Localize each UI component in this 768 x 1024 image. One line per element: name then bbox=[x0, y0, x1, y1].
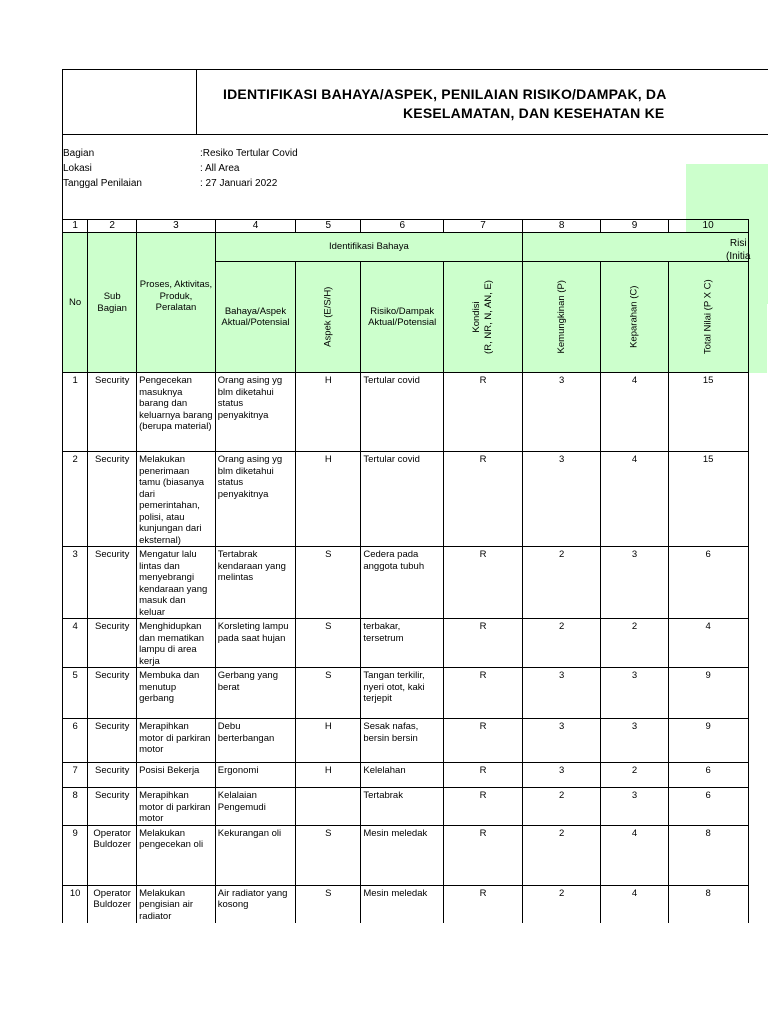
cell-sub-bagian: Security bbox=[88, 547, 137, 619]
cell-risiko: Tangan terkilir, nyeri otot, kaki terjepit bbox=[361, 668, 444, 719]
cell-sub-bagian: Security bbox=[88, 763, 137, 788]
cell-c: 3 bbox=[601, 547, 668, 619]
cell-c: 4 bbox=[601, 452, 668, 547]
cell-p: 3 bbox=[522, 763, 600, 788]
column-number-row: 1 2 3 4 5 6 7 8 9 10 bbox=[63, 220, 768, 233]
cell-aspek: H bbox=[296, 763, 361, 788]
cell-total: 6 bbox=[668, 547, 748, 619]
cell-total: 8 bbox=[668, 885, 748, 923]
cell-risiko: Kelelahan bbox=[361, 763, 444, 788]
cell-sub-bagian: Security bbox=[88, 373, 137, 452]
cell-risiko: Tertabrak bbox=[361, 788, 444, 826]
cell-c: 4 bbox=[601, 825, 668, 885]
cell-proses: Posisi Bekerja bbox=[137, 763, 216, 788]
cell-p: 2 bbox=[522, 788, 600, 826]
cell-proses: Merapihkan motor di parkiran motor bbox=[137, 788, 216, 826]
cell-kondisi: R bbox=[444, 452, 523, 547]
cell-p: 3 bbox=[522, 719, 600, 763]
col-keparahan: Keparahan (C) bbox=[601, 262, 668, 373]
cell-c: 2 bbox=[601, 763, 668, 788]
table-row bbox=[63, 763, 768, 788]
cell-proses: Melakukan pengisian air radiator bbox=[137, 885, 216, 923]
cell-aspek: S bbox=[296, 619, 361, 668]
cell-bahaya: Orang asing yg blm diketahui status penyakitnya bbox=[215, 452, 295, 547]
cell-c: 3 bbox=[601, 788, 668, 826]
cell-aspek: H bbox=[296, 719, 361, 763]
cell-no: 8 bbox=[63, 788, 88, 826]
col-no: No bbox=[63, 233, 88, 373]
cell-total: 9 bbox=[668, 668, 748, 719]
col-proses: Proses, Aktivitas, Produk, Peralatan bbox=[137, 233, 216, 373]
cell-sub-bagian: Operator Buldozer bbox=[88, 885, 137, 923]
cell-proses: Melakukan pengecekan oli bbox=[137, 825, 216, 885]
cell-no: 2 bbox=[63, 452, 88, 547]
cell-total: 8 bbox=[668, 825, 748, 885]
cell-risiko: Mesin meledak bbox=[361, 885, 444, 923]
cell-no: 7 bbox=[63, 763, 88, 788]
col-kemungkinan: Kemungkinan (P) bbox=[522, 262, 600, 373]
cell-no: 3 bbox=[63, 547, 88, 619]
cell-p: 3 bbox=[522, 373, 600, 452]
cell-sub-bagian: Operator Buldozer bbox=[88, 825, 137, 885]
cell-kondisi: R bbox=[444, 763, 523, 788]
cell-aspek: H bbox=[296, 452, 361, 547]
cell-aspek: S bbox=[296, 547, 361, 619]
cell-risiko: Tertular covid bbox=[361, 373, 444, 452]
cell-c: 3 bbox=[601, 668, 668, 719]
cell-p: 2 bbox=[522, 885, 600, 923]
cell-c: 4 bbox=[601, 885, 668, 923]
risk-table bbox=[62, 219, 768, 923]
cell-kondisi: R bbox=[444, 885, 523, 923]
cell-kondisi: R bbox=[444, 619, 523, 668]
cell-total: 6 bbox=[668, 788, 748, 826]
cell-kondisi: R bbox=[444, 373, 523, 452]
cell-no: 1 bbox=[63, 373, 88, 452]
cell-bahaya: Kelalaian Pengemudi bbox=[215, 788, 295, 826]
table-row bbox=[63, 788, 768, 826]
col-risiko: Risiko/Dampak Aktual/Potensial bbox=[361, 262, 444, 373]
cell-p: 3 bbox=[522, 452, 600, 547]
logo-cell bbox=[62, 70, 197, 134]
cell-total: 15 bbox=[668, 373, 748, 452]
cell-proses: Mengatur lalu lintas dan menyebrangi kendaraan yang masuk dan keluar bbox=[137, 547, 216, 619]
cell-total: 15 bbox=[668, 452, 748, 547]
table-row bbox=[63, 719, 768, 763]
cell-sub-bagian: Security bbox=[88, 619, 137, 668]
cell-aspek: H bbox=[296, 373, 361, 452]
cell-sub-bagian: Security bbox=[88, 452, 137, 547]
title-line-1: IDENTIFIKASI BAHAYA/ASPEK, PENILAIAN RISIKO/DAMPAK, DA bbox=[223, 86, 667, 102]
cell-aspek: S bbox=[296, 885, 361, 923]
header-row-1 bbox=[63, 233, 768, 262]
table-row bbox=[63, 668, 768, 719]
spreadsheet-page bbox=[62, 69, 768, 923]
col-bahaya: Bahaya/Aspek Aktual/Potensial bbox=[215, 262, 295, 373]
info-tanggal: Tanggal Penilaian : 27 Januari 2022 bbox=[63, 178, 278, 189]
table-row bbox=[63, 619, 768, 668]
info-lokasi: Lokasi : All Area bbox=[63, 163, 240, 174]
cell-bahaya: Tertabrak kendaraan yang melintas bbox=[215, 547, 295, 619]
cell-bahaya: Ergonomi bbox=[215, 763, 295, 788]
cell-proses: Menghidupkan dan mematikan lampu di area kerja bbox=[137, 619, 216, 668]
cell-aspek: S bbox=[296, 668, 361, 719]
cell-bahaya: Kekurangan oli bbox=[215, 825, 295, 885]
cell-kondisi: R bbox=[444, 547, 523, 619]
col-kondisi: Kondisi (R, NR, N, AN, E) bbox=[444, 262, 523, 373]
col-sub-bagian: Sub Bagian bbox=[88, 233, 137, 373]
cell-aspek bbox=[296, 788, 361, 826]
cell-c: 2 bbox=[601, 619, 668, 668]
table-row bbox=[63, 885, 768, 923]
cell-p: 2 bbox=[522, 547, 600, 619]
cell-kondisi: R bbox=[444, 719, 523, 763]
cell-risiko: Cedera pada anggota tubuh bbox=[361, 547, 444, 619]
cell-bahaya: Debu berterbangan bbox=[215, 719, 295, 763]
document-header bbox=[62, 69, 768, 135]
cell-p: 2 bbox=[522, 825, 600, 885]
title-line-2: KESELAMATAN, DAN KESEHATAN KE bbox=[403, 105, 665, 121]
table-row bbox=[63, 547, 768, 619]
cell-p: 2 bbox=[522, 619, 600, 668]
cell-total: 9 bbox=[668, 719, 748, 763]
info-bagian: Bagian :Resiko Tertular Covid bbox=[63, 148, 298, 159]
cell-p: 3 bbox=[522, 668, 600, 719]
col-identifikasi-bahaya: Identifikasi Bahaya bbox=[215, 233, 522, 262]
table-row bbox=[63, 452, 768, 547]
table-row bbox=[63, 825, 768, 885]
cell-risiko: Sesak nafas, bersin bersin bbox=[361, 719, 444, 763]
cell-bahaya: Korsleting lampu pada saat hujan bbox=[215, 619, 295, 668]
cell-total: 4 bbox=[668, 619, 748, 668]
cell-proses: Merapihkan motor di parkiran motor bbox=[137, 719, 216, 763]
cell-bahaya: Orang asing yg blm diketahui status penyakitnya bbox=[215, 373, 295, 452]
cell-no: 5 bbox=[63, 668, 88, 719]
cell-sub-bagian: Security bbox=[88, 788, 137, 826]
cell-kondisi: R bbox=[444, 668, 523, 719]
cell-kondisi: R bbox=[444, 825, 523, 885]
cell-risiko: terbakar, tersetrum bbox=[361, 619, 444, 668]
cell-risiko: Tertular covid bbox=[361, 452, 444, 547]
cell-no: 6 bbox=[63, 719, 88, 763]
cell-proses: Membuka dan menutup gerbang bbox=[137, 668, 216, 719]
cell-c: 4 bbox=[601, 373, 668, 452]
table-row bbox=[63, 373, 768, 452]
cell-proses: Pengecekan masuknya barang dan keluarnya barang (berupa material) bbox=[137, 373, 216, 452]
cell-bahaya: Gerbang yang berat bbox=[215, 668, 295, 719]
cell-bahaya: Air radiator yang kosong bbox=[215, 885, 295, 923]
cell-c: 3 bbox=[601, 719, 668, 763]
cell-total: 6 bbox=[668, 763, 748, 788]
cell-proses: Melakukan penerimaan tamu (biasanya dari pemerintahan, polisi, atau kunjungan dari eksternal) bbox=[137, 452, 216, 547]
cell-no: 9 bbox=[63, 825, 88, 885]
col-aspek: Aspek (E/S/H) bbox=[296, 262, 361, 373]
cell-sub-bagian: Security bbox=[88, 668, 137, 719]
cell-kondisi: R bbox=[444, 788, 523, 826]
cell-no: 10 bbox=[63, 885, 88, 923]
cell-risiko: Mesin meledak bbox=[361, 825, 444, 885]
col-total: Total Nilai (P X C) bbox=[668, 262, 748, 373]
cell-sub-bagian: Security bbox=[88, 719, 137, 763]
risk-group-label: Risi (Initia bbox=[726, 238, 751, 262]
cell-aspek: S bbox=[296, 825, 361, 885]
cell-no: 4 bbox=[63, 619, 88, 668]
